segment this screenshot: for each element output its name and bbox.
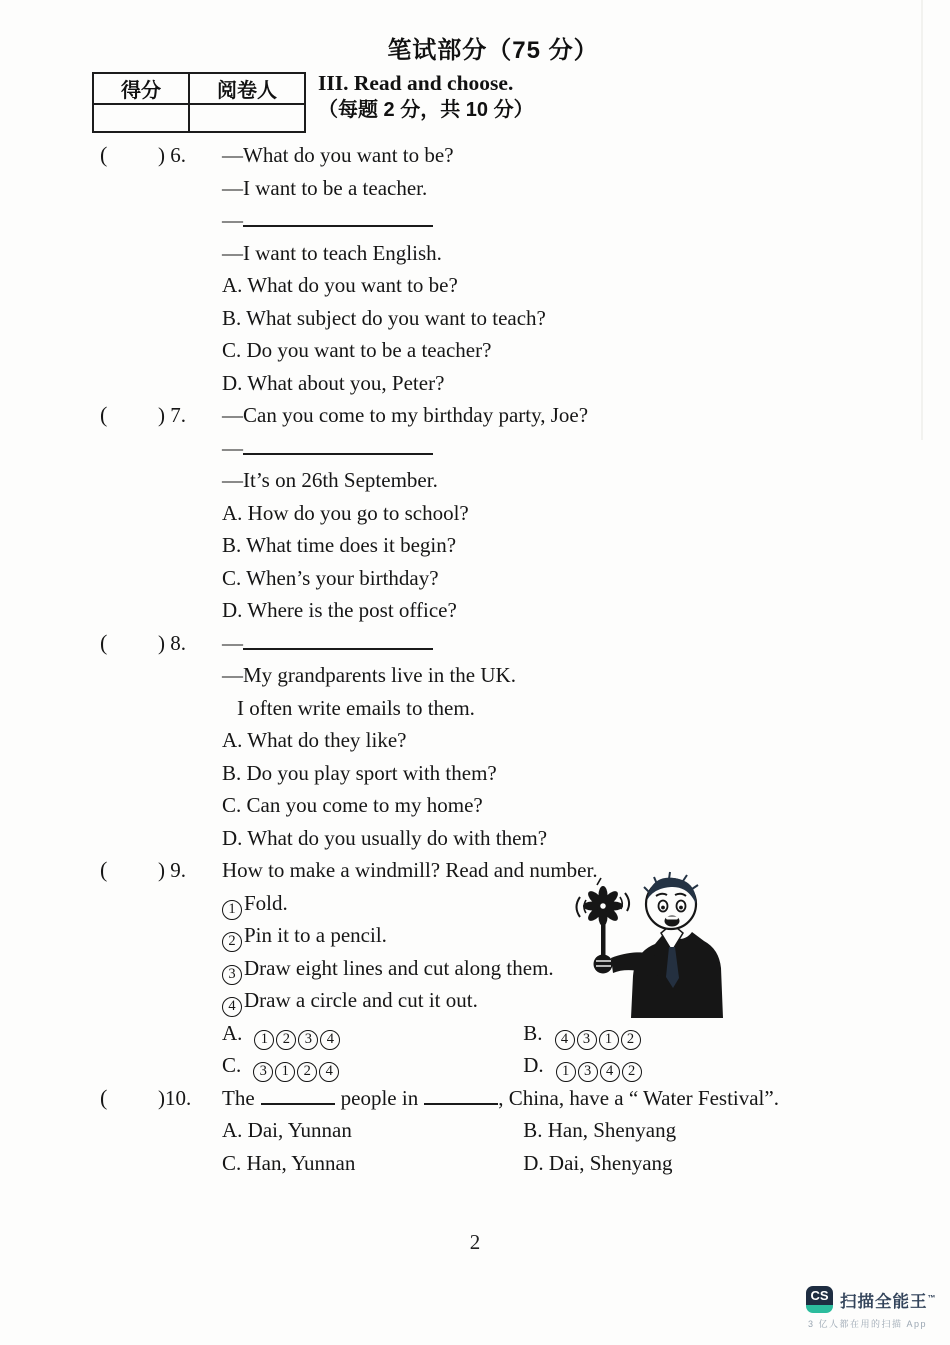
section-heading <box>318 70 534 124</box>
dialog-dash: — <box>222 435 243 460</box>
option-a: A. How do you go to school? <box>222 500 469 525</box>
dialog-line: —It’s on 26th September. <box>222 468 438 492</box>
step-text: Draw eight lines and cut along them. <box>244 955 554 980</box>
dialog-line: —Can you come to my birthday party, Joe? <box>222 403 589 427</box>
option-d: D. What do you usually do with them? <box>222 825 548 850</box>
blank-line <box>243 207 433 227</box>
score-blank-cell <box>93 104 189 132</box>
stem-part: people in <box>340 1085 419 1110</box>
blank-line <box>243 435 433 455</box>
dialog-dash: — <box>222 208 243 232</box>
question-number: ) 8. <box>158 630 186 655</box>
question-number: ) 6. <box>158 143 186 167</box>
question-7 <box>0 399 950 627</box>
dialog-line: —I want to be a teacher. <box>222 175 428 200</box>
scanner-watermark <box>806 1286 946 1330</box>
question-list <box>0 139 950 1179</box>
camscanner-logo-icon: CS <box>806 1286 833 1313</box>
option-b: B. What subject do you want to teach? <box>222 305 546 330</box>
option-d: D. Dai, Shenyang <box>523 1150 673 1175</box>
question-10 <box>0 1082 950 1180</box>
watermark-brand: 扫描全能王™ <box>840 1292 937 1311</box>
pinwheel-boy-illustration <box>553 866 723 1018</box>
option-a: A. What do you want to be? <box>222 273 458 297</box>
answer-bracket: ( <box>100 857 108 882</box>
dialog-line: —My grandparents live in the UK. <box>222 663 516 687</box>
step-number-circle: 2 <box>222 932 242 952</box>
option-d: D. Where is the post office? <box>222 598 457 622</box>
option-a: A. 1 2 3 4 <box>222 1017 518 1050</box>
grader-blank-cell <box>189 104 305 132</box>
dialog-line: I often write emails to them. <box>237 695 475 720</box>
option-b: B. What time does it begin? <box>222 533 457 557</box>
option-a: A. What do they like? <box>222 728 407 752</box>
question-9 <box>0 854 950 1082</box>
trademark-symbol: ™ <box>927 1293 937 1302</box>
page-title: 笔试部分（75 分） <box>387 37 599 64</box>
step-number-circle: 1 <box>222 900 242 920</box>
step-text: Fold. <box>244 890 288 915</box>
option-d: D. 1 3 4 2 <box>523 1053 643 1077</box>
question-number: ) 7. <box>158 403 186 427</box>
answer-bracket: ( <box>100 629 108 655</box>
question-number: ) 9. <box>158 858 186 882</box>
option-c: C. Can you come to my home? <box>222 793 483 817</box>
option-b: B. Do you play sport with them? <box>222 760 497 785</box>
section-title: III. Read and choose. <box>318 71 514 95</box>
option-c: C. When’s your birthday? <box>222 565 439 590</box>
inline-blank <box>261 1085 335 1105</box>
step-text: Draw a circle and cut it out. <box>244 988 478 1012</box>
section-note: （每题 2 分，共 10 分） <box>318 99 534 121</box>
option-c: C. Han, Yunnan <box>222 1150 356 1175</box>
grader-label-cell: 阅卷人 <box>189 73 305 104</box>
option-a: A. Dai, Yunnan <box>222 1118 352 1142</box>
dialog-line: —What do you want to be? <box>222 143 454 167</box>
answer-bracket: ( <box>100 1084 108 1110</box>
option-c: C. Do you want to be a teacher? <box>222 338 492 362</box>
score-table <box>92 72 306 133</box>
question-8 <box>0 627 950 855</box>
dialog-line: —I want to teach English. <box>222 240 442 265</box>
answer-bracket: ( <box>100 142 108 167</box>
question-stem: How to make a windmill? Read and number. <box>222 858 598 882</box>
watermark-tagline: 3 亿人都在用的扫描 App <box>808 1319 928 1329</box>
score-label-cell: 得分 <box>93 73 189 104</box>
step-text: Pin it to a pencil. <box>244 923 387 947</box>
step-number-circle: 4 <box>222 997 242 1017</box>
dialog-dash: — <box>222 630 243 655</box>
inline-blank <box>424 1085 498 1105</box>
option-c: C. 3 1 2 4 <box>222 1049 518 1082</box>
option-d: D. What about you, Peter? <box>222 370 445 395</box>
stem-part: , China, have a “ Water Festival”. <box>498 1085 779 1110</box>
question-number: )10. <box>158 1085 192 1110</box>
option-b: B. 4 3 1 2 <box>523 1021 642 1045</box>
option-b: B. Han, Shenyang <box>523 1118 677 1142</box>
answer-bracket: ( <box>100 402 108 427</box>
stem-part: The <box>222 1085 255 1110</box>
page-number: 2 <box>469 1230 481 1254</box>
blank-line <box>243 630 433 650</box>
step-number-circle: 3 <box>222 965 242 985</box>
question-6 <box>0 139 950 399</box>
